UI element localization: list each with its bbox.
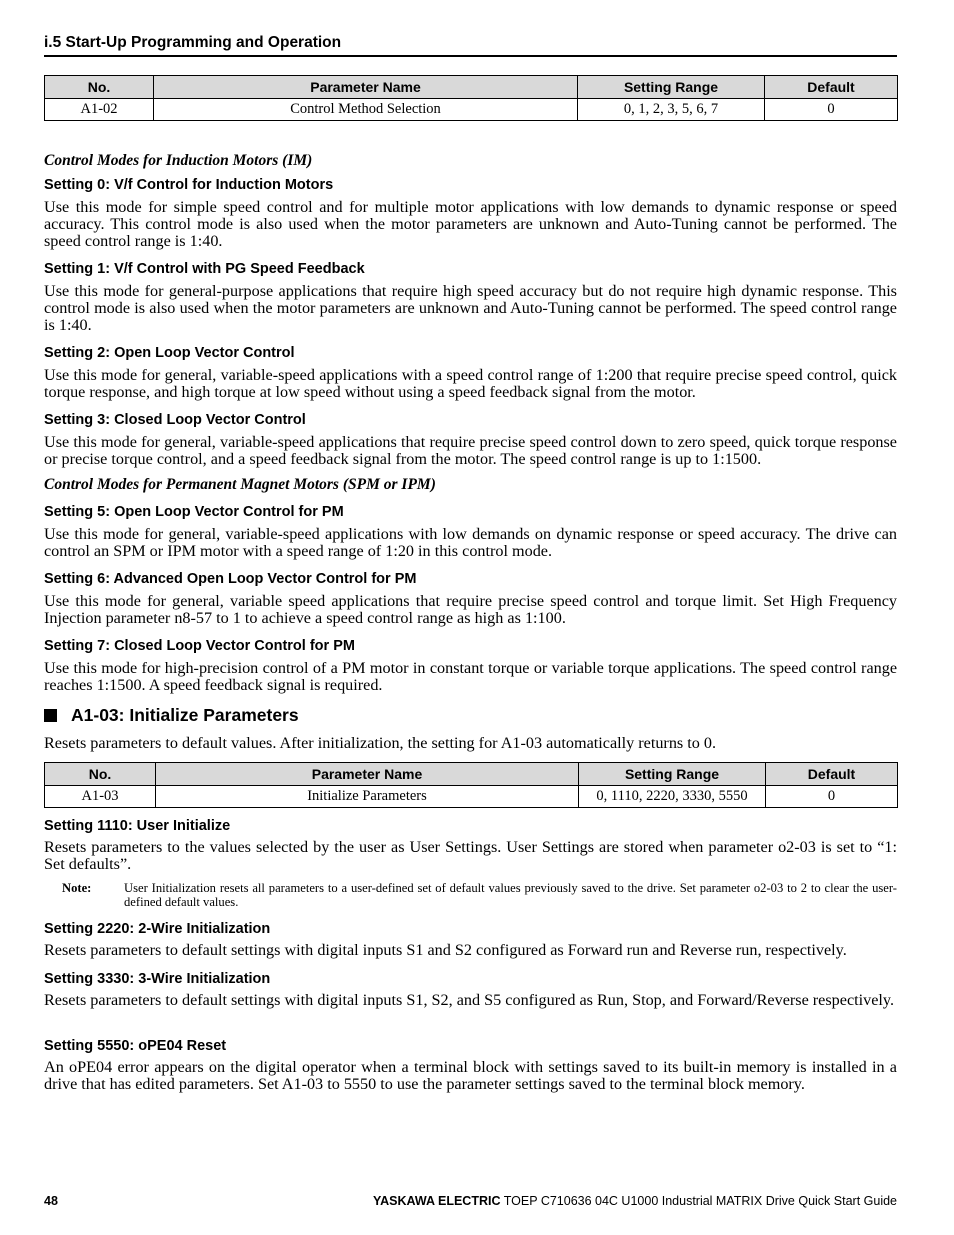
a1-03-heading xyxy=(44,705,897,726)
cell-parameter-name: Control Method Selection xyxy=(154,99,578,121)
note-text: User Initialization resets all parameters to a user-defined set of default values previously saved to the drive. Set parameter o2-03 to 2 to clear the user-defined default values. xyxy=(124,881,897,909)
setting-1-title: Setting 1: V/f Control with PG Speed Feedback xyxy=(44,261,365,277)
setting-6-title: Setting 6: Advanced Open Loop Vector Control for PM xyxy=(44,571,417,587)
footer-doc-info xyxy=(373,1194,897,1208)
setting-0-text: Use this mode for simple speed control and for multiple motor applications with low demands to dynamic response or speed accuracy. This control mode is also used when the motor parameters are unknown and Auto-Tuning cannot be performed. The speed control range is 1:40. xyxy=(44,198,897,250)
setting-3-text: Use this mode for general, variable-speed applications that require precise speed control down to zero speed, quick torque response or precise torque control, and a speed feedback signal from the motor. The speed control range is up to 1:1500. xyxy=(44,433,897,468)
section-header: i.5 Start-Up Programming and Operation xyxy=(44,34,897,57)
setting-2-title: Setting 2: Open Loop Vector Control xyxy=(44,345,295,361)
setting-7-text: Use this mode for high-precision control of a PM motor in constant torque or variable torque applications. The speed control range reaches 1:1500. A speed feedback signal is required. xyxy=(44,659,897,694)
cell-setting-range: 0, 1110, 2220, 3330, 5550 xyxy=(579,786,766,808)
setting-2-text: Use this mode for general, variable-speed applications with a speed control range of 1:200 that require precise speed control, quick torque response, and high torque at low speed without using a speed feedback signal from the motor. xyxy=(44,366,897,401)
col-setting-range: Setting Range xyxy=(579,763,766,786)
pm-heading: Control Modes for Permanent Magnet Motors (SPM or IPM) xyxy=(44,476,436,493)
setting-2220-title: Setting 2220: 2-Wire Initialization xyxy=(44,921,271,937)
footer-brand: YASKAWA ELECTRIC xyxy=(372,1194,501,1208)
a1-03-text: Resets parameters to default values. After initialization, the setting for A1-03 automatically returns to 0. xyxy=(44,734,717,752)
cell-setting-range: 0, 1, 2, 3, 5, 6, 7 xyxy=(578,99,765,121)
setting-7-title: Setting 7: Closed Loop Vector Control for PM xyxy=(44,638,355,654)
setting-2220-text: Resets parameters to default settings with digital inputs S1 and S2 configured as Forward run and Reverse run, respectively. xyxy=(44,941,847,959)
note xyxy=(62,881,897,909)
parameter-table-a1-03 xyxy=(44,762,898,808)
col-default: Default xyxy=(766,763,898,786)
cell-default: 0 xyxy=(766,786,898,808)
setting-1-text: Use this mode for general-purpose applications that require high speed accuracy but do not require high dynamic response. This control mode is also used when the motor parameters are unknown and Auto-Tuning cannot be performed. The speed control range is 1:40. xyxy=(44,282,897,334)
cell-no: A1-02 xyxy=(45,99,154,121)
table-row xyxy=(45,99,898,121)
setting-3330-title: Setting 3330: 3-Wire Initialization xyxy=(44,971,271,987)
table-row xyxy=(45,786,898,808)
setting-5550-text: An oPE04 error appears on the digital operator when a terminal block with settings saved to its built-in memory is installed in a drive that has edited parameters. Set A1-03 to 5550 to use the parameter settings saved to the terminal block memory. xyxy=(44,1058,897,1093)
setting-1110-title: Setting 1110: User Initialize xyxy=(44,818,231,834)
setting-6-text: Use this mode for general, variable speed applications that require precise speed control and torque limit. Set High Frequency Injection parameter n8-57 to 1 to achieve a speed control range as high as 1:100. xyxy=(44,592,897,627)
col-parameter-name: Parameter Name xyxy=(154,76,578,99)
col-default: Default xyxy=(765,76,898,99)
footer-doc-title: TOEP C710636 04C U1000 Industrial MATRIX Drive Quick Start Guide xyxy=(500,1194,897,1208)
table-header-row xyxy=(45,76,898,99)
setting-0-title: Setting 0: V/f Control for Induction Motors xyxy=(44,177,334,193)
cell-no: A1-03 xyxy=(45,786,156,808)
note-label: Note: xyxy=(62,881,92,895)
setting-5-title: Setting 5: Open Loop Vector Control for PM xyxy=(44,504,344,520)
setting-3-title: Setting 3: Closed Loop Vector Control xyxy=(44,412,306,428)
parameter-table-a1-02 xyxy=(44,75,898,121)
col-no: No. xyxy=(45,76,154,99)
col-setting-range: Setting Range xyxy=(578,76,765,99)
im-heading: Control Modes for Induction Motors (IM) xyxy=(44,152,313,169)
a1-03-heading-text: A1-03: Initialize Parameters xyxy=(71,705,299,725)
table-header-row xyxy=(45,763,898,786)
setting-3330-text: Resets parameters to default settings with digital inputs S1, S2, and S5 configured as Run, Stop, and Forward/Reverse respectively. xyxy=(44,991,894,1009)
cell-parameter-name: Initialize Parameters xyxy=(156,786,579,808)
col-no: No. xyxy=(45,763,156,786)
setting-5-text: Use this mode for general, variable-speed applications with low demands on dynamic response or speed accuracy. The drive can control an SPM or IPM motor with a speed range of 1:20 in this control mode. xyxy=(44,525,897,560)
setting-5550-title: Setting 5550: oPE04 Reset xyxy=(44,1038,227,1054)
square-bullet-icon xyxy=(44,709,57,722)
setting-1110-text: Resets parameters to the values selected by the user as User Settings. User Settings are stored when parameter o2-03 is set to “1: Set defaults”. xyxy=(44,838,897,873)
page-number: 48 xyxy=(44,1194,58,1208)
cell-default: 0 xyxy=(765,99,898,121)
col-parameter-name: Parameter Name xyxy=(156,763,579,786)
